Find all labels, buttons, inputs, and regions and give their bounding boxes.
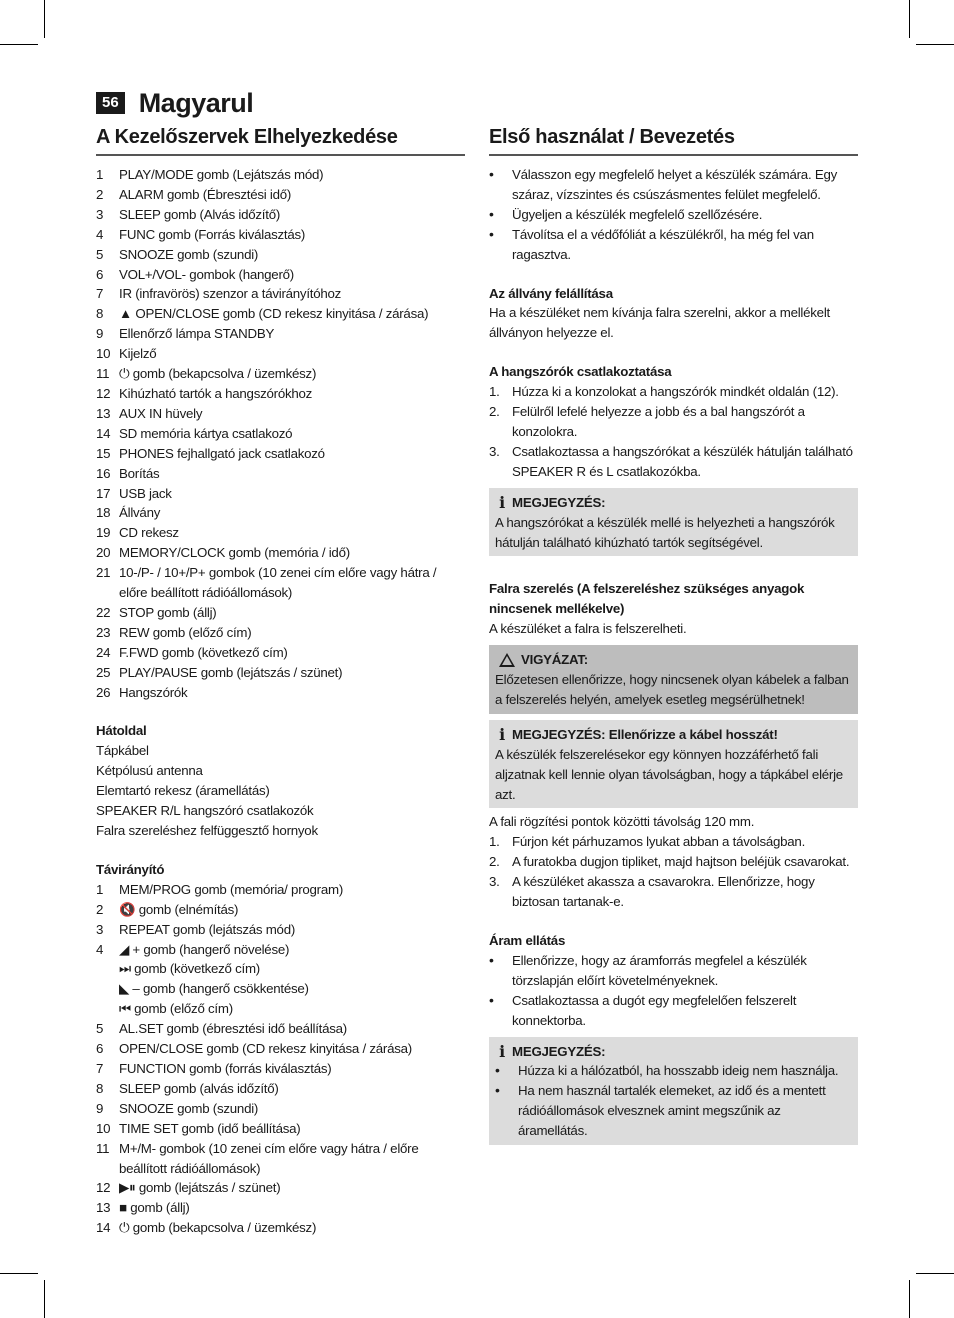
item-number: 26 xyxy=(96,684,111,700)
item-number: 2. xyxy=(489,404,500,420)
item-number: 2 xyxy=(96,186,104,202)
item-text: 🔇 gomb (elnémítás) xyxy=(119,901,239,917)
item-number: 10 xyxy=(96,1120,111,1136)
power-bullet xyxy=(489,991,858,1031)
item-number: 7 xyxy=(96,286,104,302)
item-number: 2 xyxy=(96,901,104,917)
wall-step xyxy=(489,852,858,872)
item-number: 4 xyxy=(96,226,104,242)
crop-mark xyxy=(916,1273,954,1274)
item-text: Kijelző xyxy=(119,346,157,362)
speakers-heading: A hangszórók csatlakoztatása xyxy=(489,364,672,380)
item-number: 14 xyxy=(96,1220,111,1236)
remote-item xyxy=(96,1218,465,1238)
item-text: A furatokba dugjon tipliket, majd hajtson beléjük csavarokat. xyxy=(512,854,850,870)
item-text: ◣ – gomb (hangerő csökkentése) xyxy=(119,981,309,997)
remote-item xyxy=(96,999,465,1019)
item-text: ▲ OPEN/CLOSE gomb (CD rekesz kinyitása / zárása) xyxy=(119,306,429,322)
control-item xyxy=(96,304,465,324)
back-item: Falra szereléshez felfüggesztő hornyok xyxy=(96,823,318,838)
bullet-text: Távolítsa el a védőfóliát a készülékről, ha még fel van ragasztva. xyxy=(512,226,814,262)
intro-bullet xyxy=(489,225,858,265)
control-item xyxy=(96,464,465,484)
item-number: 17 xyxy=(96,485,111,501)
item-number: 11 xyxy=(96,366,110,382)
crop-mark xyxy=(0,1273,38,1274)
back-item: Tápkábel xyxy=(96,743,149,759)
item-number: 6 xyxy=(96,1041,104,1057)
item-text: Hangszórók xyxy=(119,684,188,700)
power-bullet xyxy=(489,951,858,991)
control-item xyxy=(96,225,465,245)
item-text: MEMORY/CLOCK gomb (memória / idő) xyxy=(119,545,350,561)
control-item xyxy=(96,245,465,265)
control-item xyxy=(96,503,465,523)
item-number: 14 xyxy=(96,425,111,441)
remote-item xyxy=(96,940,465,960)
control-item xyxy=(96,643,465,663)
caution-text: Előzetesen ellenőrizze, hogy nincsenek olyan kábelek a falban a felszerelés helyén, amelyek esetleg megsérülhetnek! xyxy=(495,672,849,707)
note-bullet xyxy=(495,1061,852,1081)
item-text: ▶⏸ gomb (lejátszás / szünet) xyxy=(119,1180,281,1196)
remote-item xyxy=(96,1059,465,1079)
bullet-icon: • xyxy=(489,166,494,182)
back-item: Elemtartó rekesz (áramellátás) xyxy=(96,783,270,799)
stand-heading: Az állvány felállítása xyxy=(489,285,613,301)
control-item xyxy=(96,563,465,603)
intro-bullet xyxy=(489,165,858,205)
item-number: 13 xyxy=(96,405,111,421)
info-icon: i xyxy=(499,724,505,744)
remote-item xyxy=(96,1019,465,1039)
item-text: ⏻ gomb (bekapcsolva / üzemkész) xyxy=(119,366,317,382)
item-number: 3 xyxy=(96,921,104,937)
speakers-steps xyxy=(489,382,858,482)
control-item xyxy=(96,543,465,563)
item-number: 23 xyxy=(96,624,111,640)
control-item xyxy=(96,623,465,643)
wall-step xyxy=(489,872,858,912)
item-text: PLAY/PAUSE gomb (lejátszás / szünet) xyxy=(119,664,343,680)
item-text: Állvány xyxy=(119,505,161,521)
item-number: 8 xyxy=(96,1080,104,1096)
item-text: MEM/PROG gomb (memória/ program) xyxy=(119,881,344,897)
item-number: 11 xyxy=(96,1140,110,1156)
bullet-icon: • xyxy=(495,1082,500,1099)
note1-text: A hangszórókat a készülék mellé is helyezheti a hangszórók hátulján található kihúzható tartók segítségével. xyxy=(495,514,835,550)
remote-item xyxy=(96,979,465,999)
item-number: 2. xyxy=(489,854,500,870)
note-bullet xyxy=(495,1081,852,1141)
item-text: Kihúzható tartók a hangszórókhoz xyxy=(119,385,313,401)
control-item xyxy=(96,484,465,504)
page-number: 56 xyxy=(96,92,125,114)
remote-item xyxy=(96,959,465,979)
speaker-step xyxy=(489,402,858,442)
power-heading: Áram ellátás xyxy=(489,933,566,948)
item-text: Csatlakoztassa a hangszórókat a készülék hátulján található SPEAKER R és L csatlakozókba. xyxy=(512,443,853,479)
item-number: 1 xyxy=(96,881,104,897)
item-text: SD memória kártya csatlakozó xyxy=(119,425,293,441)
crop-mark xyxy=(44,1280,45,1318)
wall-heading: Falra szerelés (A felszereléshez szükséges anyagok nincsenek mellékelve) xyxy=(489,581,805,617)
item-text: ⏮ gomb (előző cím) xyxy=(119,1001,233,1017)
item-text: ◢ + gomb (hangerő növelése) xyxy=(119,941,290,957)
item-text: OPEN/CLOSE gomb (CD rekesz kinyitása / zárása) xyxy=(119,1041,412,1057)
item-text: SLEEP gomb (Alvás időzítő) xyxy=(119,206,281,222)
item-text: SNOOZE gomb (szundi) xyxy=(119,1100,259,1116)
note-box-3 xyxy=(489,1037,858,1146)
remote-item xyxy=(96,1079,465,1099)
item-text: STOP gomb (állj) xyxy=(119,604,217,620)
info-icon: i xyxy=(499,492,505,512)
remote-heading: Távirányító xyxy=(96,861,165,877)
item-number: 25 xyxy=(96,664,111,680)
control-item xyxy=(96,185,465,205)
intro-bullets xyxy=(489,165,858,265)
crop-mark xyxy=(916,44,954,45)
page-title: Magyarul xyxy=(138,87,254,118)
item-number: 18 xyxy=(96,505,111,521)
item-text: F.FWD gomb (következő cím) xyxy=(119,644,288,660)
bullet-text: Válasszon egy megfelelő helyet a készülék számára. Egy száraz, vízszintes és csúszásmentes felület megfelelő. xyxy=(512,167,838,202)
item-number: 5 xyxy=(96,246,104,262)
item-number xyxy=(96,979,119,999)
item-number: 16 xyxy=(96,465,111,481)
crop-mark xyxy=(44,0,45,38)
item-text: M+/M- gombok (10 zenei cím előre vagy hátra / előre beállított rádióállomások) xyxy=(119,1140,419,1176)
item-number: 22 xyxy=(96,604,111,620)
remote-item xyxy=(96,920,465,940)
control-item xyxy=(96,265,465,285)
note1-title: MEGJEGYZÉS: xyxy=(512,494,606,510)
note-box-2 xyxy=(489,720,858,809)
back-item: Kétpólusú antenna xyxy=(96,763,203,779)
item-text: SLEEP gomb (alvás időzítő) xyxy=(119,1080,279,1096)
item-text: FUNC gomb (Forrás kiválasztás) xyxy=(119,226,306,242)
back-heading: Hátoldal xyxy=(96,723,147,739)
info-icon: i xyxy=(499,1041,505,1061)
crop-mark xyxy=(909,1280,910,1318)
bullet-text: Ha nem használ tartalék elemeket, az idő és a mentett rádióállomások elvesznek amint megszűnik az áramellátás. xyxy=(518,1083,826,1139)
item-text: USB jack xyxy=(119,485,172,501)
page-header xyxy=(96,86,253,120)
item-text: REPEAT gomb (lejátszás mód) xyxy=(119,921,296,937)
control-item xyxy=(96,324,465,344)
item-text: PHONES fejhallgató jack csatlakozó xyxy=(119,445,325,461)
control-item xyxy=(96,663,465,683)
bullet-icon: • xyxy=(489,225,494,242)
control-item xyxy=(96,424,465,444)
speaker-step xyxy=(489,442,858,482)
note3-title: MEGJEGYZÉS: xyxy=(512,1043,606,1059)
power-bullets xyxy=(489,951,858,1031)
item-text: Húzza ki a konzolokat a hangszórók mindkét oldalán (12). xyxy=(512,384,839,400)
remote-item xyxy=(96,880,465,900)
item-number: 20 xyxy=(96,545,111,561)
item-text: ALARM gomb (Ébresztési idő) xyxy=(119,186,292,202)
item-number xyxy=(96,999,119,1019)
item-text: Fúrjon két párhuzamos lyukat abban a távolságban. xyxy=(512,834,806,850)
note3-bullets xyxy=(495,1061,852,1141)
controls-heading: A Kezelőszervek Elhelyezkedése xyxy=(96,126,465,156)
remote-item xyxy=(96,900,465,920)
item-number: 19 xyxy=(96,525,111,541)
item-number: 3. xyxy=(489,874,500,890)
item-text: SNOOZE gomb (szundi) xyxy=(119,246,259,262)
wall-steps xyxy=(489,832,858,912)
note-box-1 xyxy=(489,488,858,557)
item-number: 13 xyxy=(96,1200,111,1216)
control-item xyxy=(96,284,465,304)
intro-bullet xyxy=(489,205,858,225)
item-number: 12 xyxy=(96,385,111,401)
item-text: ■ gomb (állj) xyxy=(119,1200,190,1216)
bullet-text: Ellenőrizze, hogy az áramforrás megfelel a készülék törzslapján előírt követelményeknek. xyxy=(512,952,807,988)
controls-list xyxy=(96,165,465,702)
control-item xyxy=(96,683,465,703)
item-number: 3 xyxy=(96,206,104,222)
item-number: 6 xyxy=(96,266,104,282)
item-text: REW gomb (előző cím) xyxy=(119,624,252,640)
item-number: 9 xyxy=(96,1100,104,1116)
item-number: 1. xyxy=(489,384,500,400)
wall-text: A készüléket a falra is felszerelheti. xyxy=(489,621,687,637)
stand-text: Ha a készüléket nem kívánja falra szerelni, akkor a mellékelt állványon helyezze el. xyxy=(489,305,830,341)
item-number: 1. xyxy=(489,834,500,850)
item-number: 24 xyxy=(96,644,111,660)
item-text: Felülről lefelé helyezze a jobb és a bal hangszórót a konzolokra. xyxy=(512,404,805,439)
wall-step xyxy=(489,832,858,852)
item-number: 9 xyxy=(96,326,104,342)
bullet-text: Ügyeljen a készülék megfelelő szellőzésére. xyxy=(512,206,763,222)
item-number: 8 xyxy=(96,306,104,322)
control-item xyxy=(96,205,465,225)
item-number: 5 xyxy=(96,1021,104,1037)
remote-item xyxy=(96,1099,465,1119)
item-text: A készüléket akassza a csavarokra. Ellenőrizze, hogy biztosan tartanak-e. xyxy=(512,874,815,910)
item-number xyxy=(96,959,119,979)
item-number: 10 xyxy=(96,346,111,362)
item-text: 10-/P- / 10+/P+ gombok (10 zenei cím előre vagy hátra / előre beállított rádióállomások) xyxy=(119,565,437,601)
remote-item xyxy=(96,1039,465,1059)
speaker-step xyxy=(489,382,858,402)
item-text: AL.SET gomb (ébresztési idő beállítása) xyxy=(119,1021,347,1037)
left-column xyxy=(96,126,465,1238)
item-number: 7 xyxy=(96,1060,104,1076)
item-text: Borítás xyxy=(119,465,160,481)
remote-item xyxy=(96,1119,465,1139)
item-text: IR (infravörös) szenzor a távirányítóhoz xyxy=(119,286,342,302)
note2-text: A készülék felszerelésekor egy könnyen hozzáférhető fali aljzatnak kell lennie olyan távolságban, hogy a tápkábel elérje azt. xyxy=(495,746,843,802)
crop-mark xyxy=(909,0,910,38)
remote-item xyxy=(96,1178,465,1198)
item-text: CD rekesz xyxy=(119,525,179,541)
item-text: PLAY/MODE gomb (Lejátszás mód) xyxy=(119,167,324,182)
control-item xyxy=(96,603,465,623)
control-item xyxy=(96,165,465,185)
control-item xyxy=(96,444,465,464)
remote-item xyxy=(96,1198,465,1218)
control-item xyxy=(96,364,465,384)
control-item xyxy=(96,344,465,364)
item-number: 3. xyxy=(489,443,500,459)
control-item xyxy=(96,404,465,424)
bullet-text: Húzza ki a hálózatból, ha hosszabb ideig nem használja. xyxy=(518,1063,839,1079)
item-text: TIME SET gomb (idő beállítása) xyxy=(119,1120,301,1136)
warning-icon xyxy=(499,653,515,667)
bullet-icon: • xyxy=(489,991,494,1008)
item-number: 12 xyxy=(96,1180,111,1196)
item-text: ⏻ gomb (bekapcsolva / üzemkész) xyxy=(119,1220,317,1236)
item-number: 15 xyxy=(96,445,111,461)
control-item xyxy=(96,523,465,543)
item-text: VOL+/VOL- gombok (hangerő) xyxy=(119,266,294,282)
back-list xyxy=(96,741,465,841)
distance-text: A fali rögzítési pontok közötti távolság 120 mm. xyxy=(489,814,755,830)
bullet-icon: • xyxy=(489,951,494,968)
caution-title: VIGYÁZAT: xyxy=(521,652,588,668)
item-number: 21 xyxy=(96,565,111,581)
item-text: ⏭ gomb (következő cím) xyxy=(119,961,260,977)
first-use-heading: Első használat / Bevezetés xyxy=(489,126,858,156)
item-number: 4 xyxy=(96,941,104,957)
bullet-icon: • xyxy=(489,205,494,222)
remote-item xyxy=(96,1139,465,1179)
bullet-text: Csatlakoztassa a dugót egy megfelelően felszerelt konnektorba. xyxy=(512,992,797,1028)
note2-title: MEGJEGYZÉS: Ellenőrizze a kábel hosszát! xyxy=(512,726,778,742)
remote-list xyxy=(96,880,465,1238)
crop-mark xyxy=(0,44,38,45)
bullet-icon: • xyxy=(495,1062,500,1079)
item-text: Ellenőrző lámpa STANDBY xyxy=(119,326,275,342)
control-item xyxy=(96,384,465,404)
caution-box xyxy=(489,645,858,714)
back-item: SPEAKER R/L hangszóró csatlakozók xyxy=(96,803,314,819)
item-text: AUX IN hüvely xyxy=(119,405,203,421)
right-column xyxy=(489,126,858,1149)
item-text: FUNCTION gomb (forrás kiválasztás) xyxy=(119,1060,332,1076)
item-number: 1 xyxy=(96,167,104,182)
